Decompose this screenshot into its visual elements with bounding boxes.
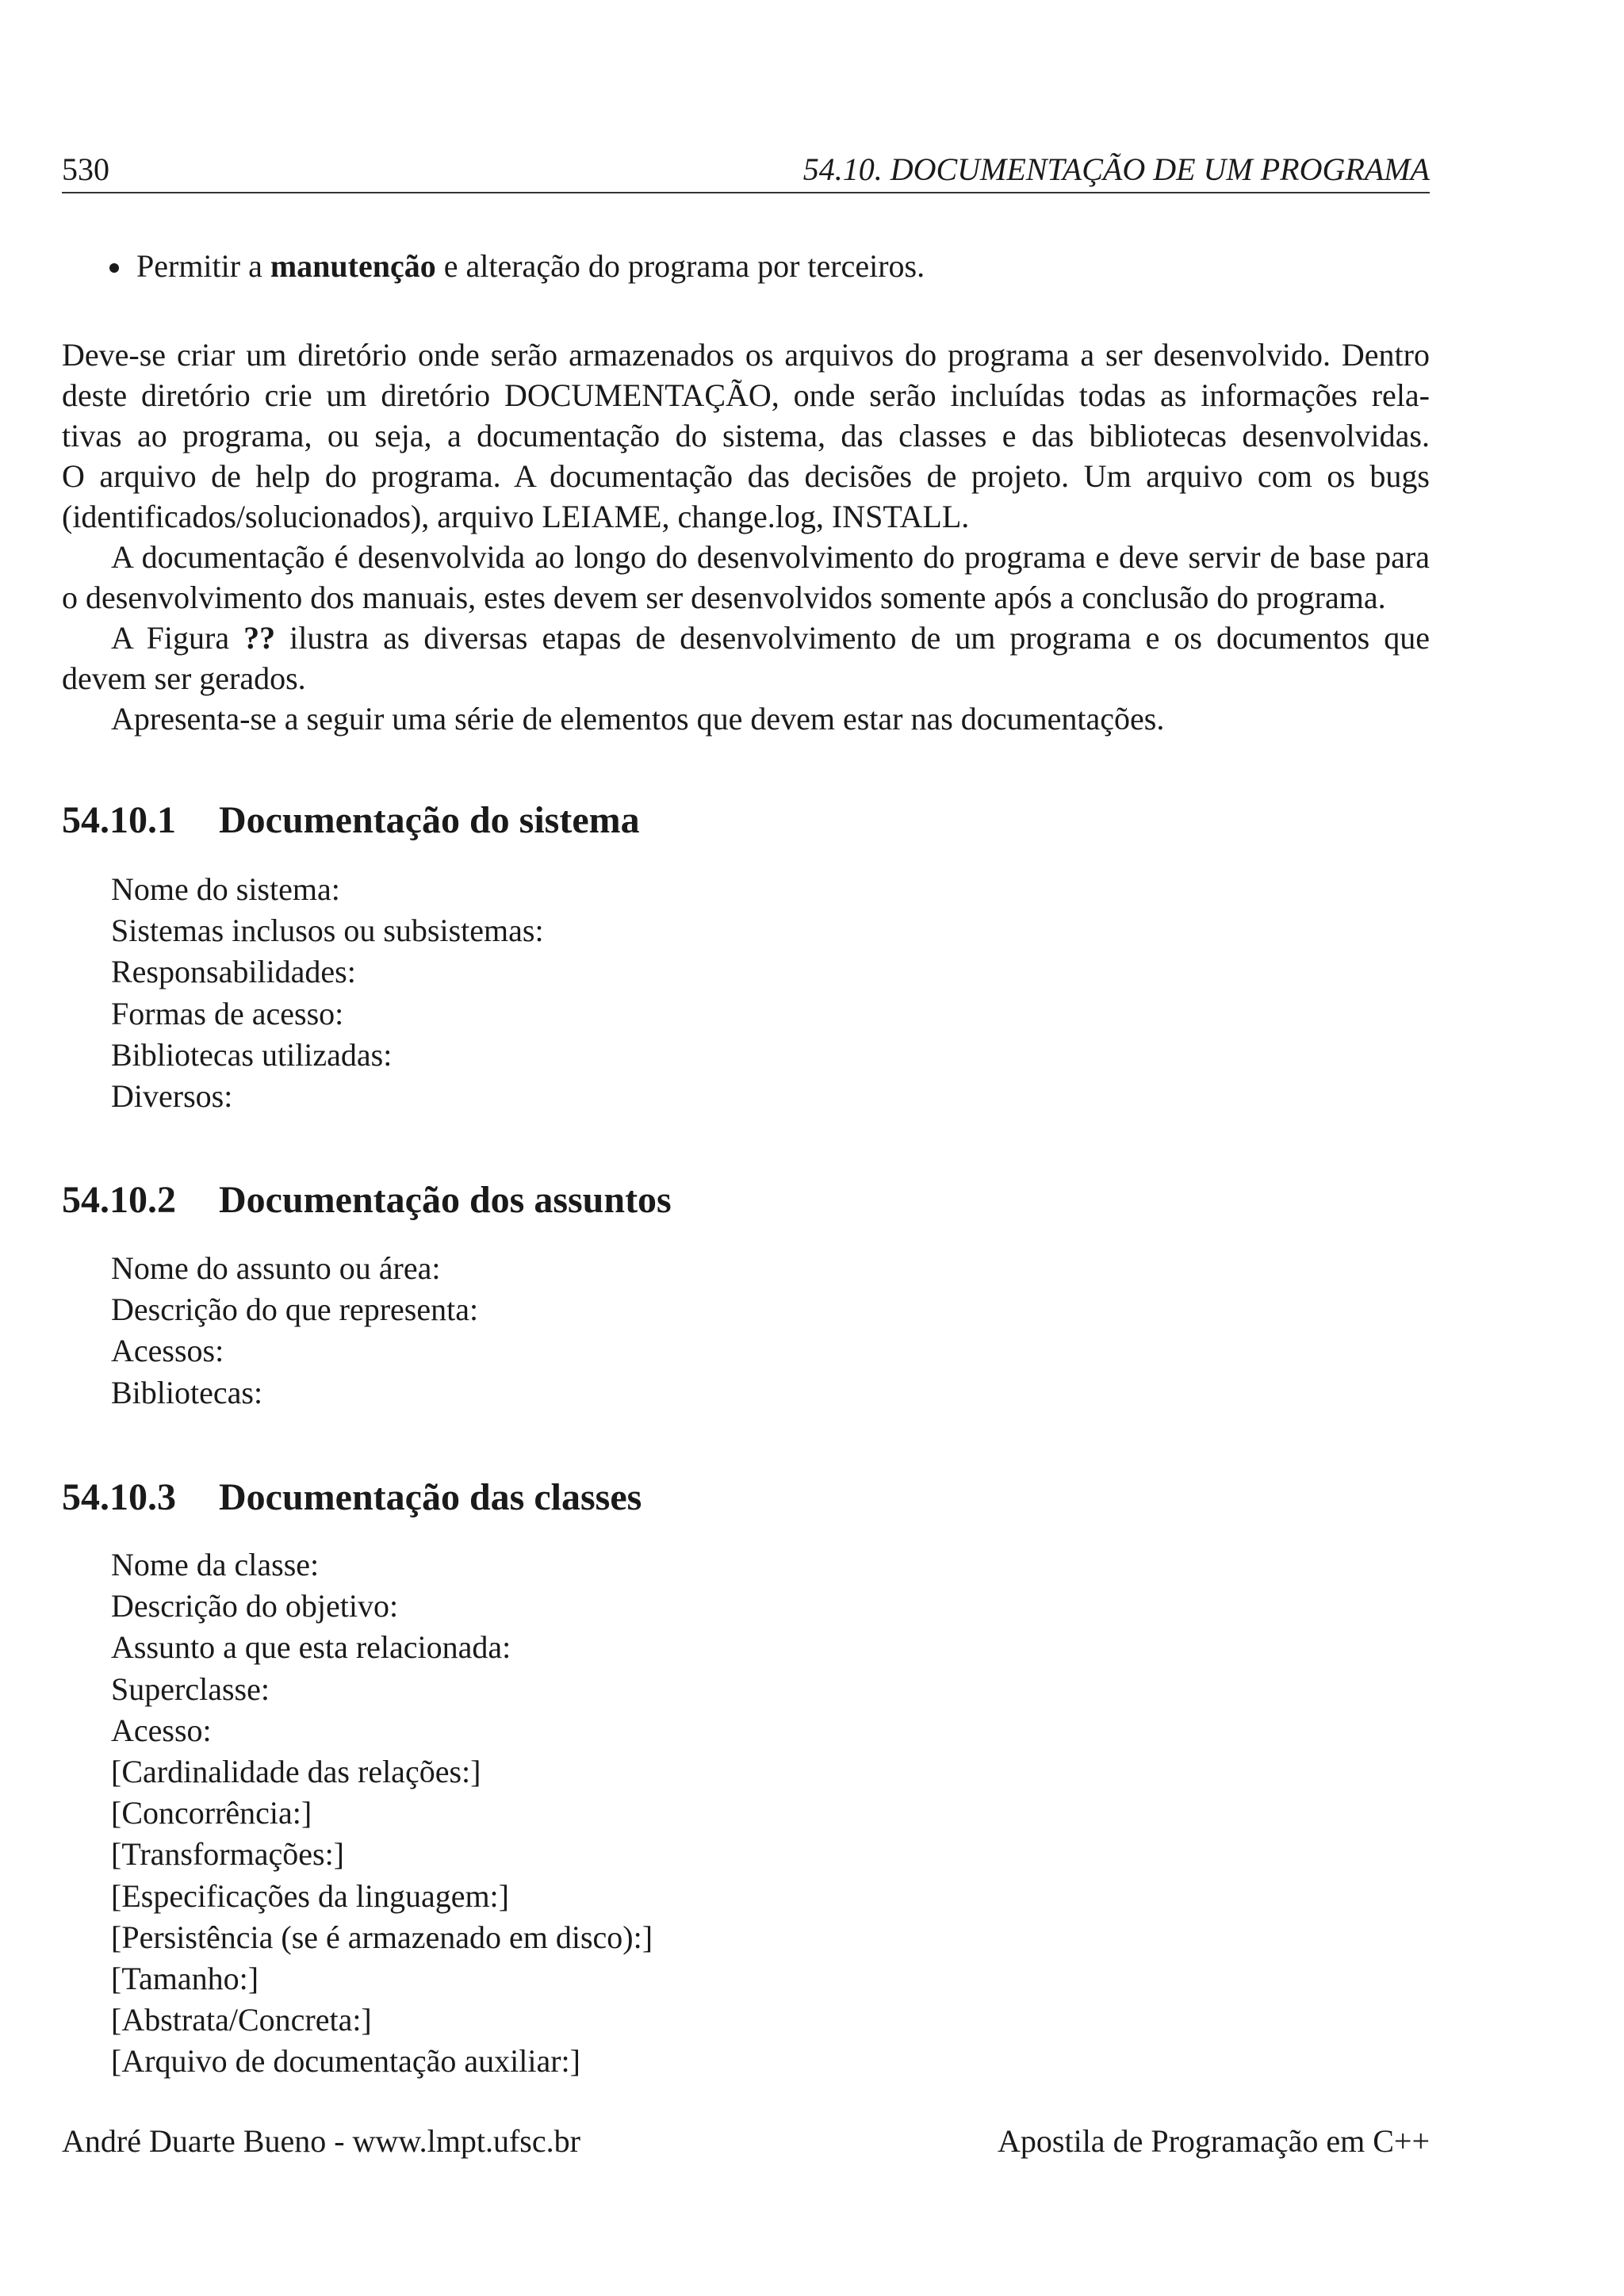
list-item: Sistemas inclusos ou subsistemas: [111,913,544,949]
footer-book-title: Apostila de Programação em C++ [998,2123,1430,2159]
paragraph-3-after: ilustra as diversas etapas de desenvolvimento de um programa e os documentos que [275,620,1430,656]
list-item: [Especificações da linguagem:] [111,1877,509,1914]
list-item: Nome da classe: [111,1547,320,1582]
paragraph-line: A documentação é desenvolvida ao longo do desenvolvimento do programa e deve servir de base para [111,539,1430,575]
section-title: Documentação das classes [219,1476,642,1518]
section-2-fields [111,1248,478,1414]
list-item: Assunto a que esta relacionada: [111,1629,511,1666]
bullet-icon [109,263,119,273]
section-title: Documentação dos assuntos [219,1179,672,1221]
list-item: [Concorrência:] [111,1795,312,1831]
section-title: Documentação do sistema [219,799,640,841]
list-item: [Persistência (se é armazenado em disco):] [111,1919,653,1955]
list-item: [Abstrata/Concreta:] [111,2002,372,2038]
body-text [62,335,1430,739]
paragraph-3-before: A Figura [111,620,244,656]
list-item: [Transformações:] [111,1836,345,1873]
section-heading-1 [62,797,640,844]
section-heading-3 [62,1474,642,1521]
paragraph-line: tivas ao programa, ou seja, a documentação do sistema, das classes e das bibliotecas desenvolvidas. [62,418,1430,453]
list-item: Bibliotecas: [111,1374,263,1410]
footer-author: André Duarte Bueno - www.lmpt.ufsc.br [62,2123,580,2159]
list-item: Acessos: [111,1333,224,1369]
list-item: Descrição do objetivo: [111,1588,399,1624]
section-number: 54.10.3 [62,1476,176,1518]
running-section-title: 54.10. DOCUMENTAÇÃO DE UM PROGRAMA [802,151,1430,187]
list-item: Bibliotecas utilizadas: [111,1036,393,1073]
list-item: Responsabilidades: [111,954,356,990]
figure-reference: ?? [243,620,276,656]
paragraph-line: deste diretório crie um diretório DOCUMENTAÇÃO, onde serão incluídas todas as informações rela- [62,377,1430,413]
paragraph-1 [62,335,1430,537]
paragraph-line: O arquivo de help do programa. A documentação das decisões de projeto. Um arquivo com os bugs [62,458,1430,494]
paragraph-4 [62,698,1430,739]
bullet-text-bold: manutenção [270,248,436,284]
paragraph-line: Deve-se criar um diretório onde serão armazenados os arquivos do programa a ser desenvolvido. Dentro [62,337,1430,373]
section-number: 54.10.1 [62,799,176,841]
paragraph-3 [62,618,1430,698]
bullet-text-after: e alteração do programa por terceiros. [435,248,925,284]
list-item: Diversos: [111,1078,233,1115]
section-3-fields [111,1544,653,2083]
list-item: [Cardinalidade das relações:] [111,1754,481,1790]
section-1-fields [111,869,544,1117]
paragraph-line: (identificados/solucionados), arquivo LEIAME, change.log, INSTALL. [62,499,970,534]
paragraph-line [62,618,1430,658]
list-item: [Tamanho:] [111,1961,259,1997]
page-number: 530 [62,151,109,187]
list-item: Nome do sistema: [111,871,340,907]
paragraph-line: o desenvolvimento dos manuais, estes devem ser desenvolvidos somente após a conclusão do programa. [62,580,1386,615]
bullet-item [109,246,925,287]
paragraph-line: devem ser gerados. [62,660,306,696]
list-item: Formas de acesso: [111,995,344,1031]
paragraph-line: Apresenta-se a seguir uma série de elementos que devem estar nas documentações. [111,701,1165,737]
list-item: Superclasse: [111,1670,270,1707]
paragraph-2 [62,537,1430,618]
list-item: [Arquivo de documentação auxiliar:] [111,2043,580,2080]
page-header [62,147,1430,193]
section-heading-2 [62,1177,672,1224]
list-item: Descrição do que representa: [111,1292,479,1328]
bullet-text-before: Permitir a [136,248,270,284]
section-number: 54.10.2 [62,1179,176,1221]
list-item: Nome do assunto ou área: [111,1250,441,1286]
list-item: Acesso: [111,1712,212,1748]
